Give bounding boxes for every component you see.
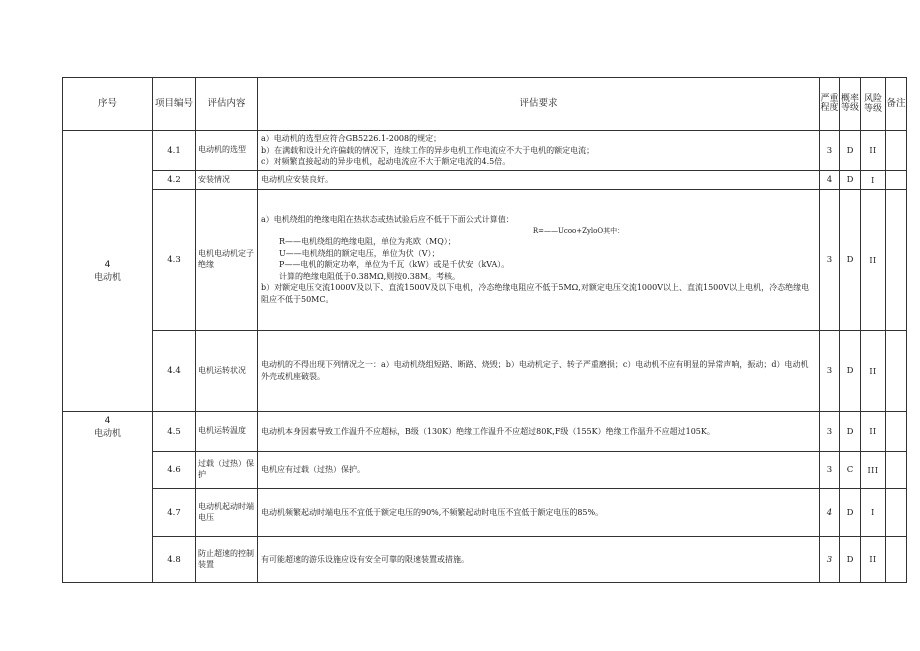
- remark-cell: [886, 171, 907, 190]
- requirement-line: 电动机频繁起动时端电压不宜低于额定电压的90%,不频繁起动时电压不宜低于额定电压的85%。: [261, 507, 604, 517]
- item-requirement: [258, 131, 820, 171]
- requirement-line: b）在满载和设计允许偏载的情况下，连续工作的异步电机工作电流应不大于电机的额定电流；: [261, 145, 595, 155]
- item-content: 电机运转状况: [196, 331, 258, 412]
- header-severity: 严重程度: [820, 78, 840, 131]
- group-name: 电动机: [93, 272, 121, 283]
- item-content: 电动机的选型: [196, 131, 258, 171]
- item-code: 4.5: [153, 412, 196, 452]
- severity-value: 3: [820, 131, 840, 171]
- remark-cell: [886, 489, 907, 537]
- item-content: 过载（过热）保护: [196, 452, 258, 489]
- table-row: [63, 452, 907, 489]
- item-content: 电机电动机定子绝缘: [196, 190, 258, 331]
- item-requirement: [258, 489, 820, 537]
- table-row: [63, 190, 907, 331]
- requirement-line: b）对额定电压交流1000V及以下、直流1500V及以下电机，冷态绝缘电阻应不低于5MΩ,对额定电压交流1000V以上、直流1500V以上电机，冷态绝缘电阻应不低于50MC。: [261, 283, 810, 305]
- item-requirement: [258, 190, 820, 331]
- item-code: 4.6: [153, 452, 196, 489]
- item-content: 电机运转温度: [196, 412, 258, 452]
- risk-level: I: [861, 489, 886, 537]
- severity-value: 4: [820, 171, 840, 190]
- table-row: [63, 489, 907, 537]
- requirement-line: P——电机的额定功率，单位为千瓦（kW）或是千伏安（kVA）。: [279, 260, 510, 270]
- item-requirement: [258, 537, 820, 583]
- probability-value: D: [840, 190, 861, 331]
- remark-cell: [886, 412, 907, 452]
- remark-cell: [886, 537, 907, 583]
- table-row: [63, 131, 907, 171]
- remark-cell: [886, 131, 907, 171]
- header-requirement: 评估要求: [258, 78, 820, 131]
- probability-value: D: [840, 171, 861, 190]
- requirement-formula: R=——Ucoo+ZyloO其中：: [532, 226, 625, 235]
- risk-level: II: [861, 190, 886, 331]
- group-name: 电动机: [93, 429, 121, 439]
- item-requirement: [258, 171, 820, 190]
- item-requirement: [258, 412, 820, 452]
- group-number: 4: [104, 259, 111, 270]
- requirement-line: 电动机本身因素导致工作温升不应超标，B级（130K）绝缘工作温升不应超过80K,F级（155K）绝缘工作温升不应超过105K。: [261, 426, 715, 436]
- table-row: [63, 537, 907, 583]
- requirement-line: U——电机绕组的额定电压，单位为伏（V）；: [279, 248, 440, 258]
- probability-value: D: [840, 489, 861, 537]
- risk-level: I: [861, 171, 886, 190]
- probability-value: C: [840, 452, 861, 489]
- item-code: 4.1: [153, 131, 196, 171]
- table-row: [63, 171, 907, 190]
- item-code: 4.3: [153, 190, 196, 331]
- table-row: [63, 331, 907, 412]
- group-cell: [63, 412, 153, 583]
- probability-value: D: [840, 131, 861, 171]
- item-code: 4.4: [153, 331, 196, 412]
- risk-level: II: [861, 331, 886, 412]
- risk-level: II: [861, 537, 886, 583]
- remark-cell: [886, 331, 907, 412]
- item-requirement: [258, 331, 820, 412]
- severity-value: 3: [820, 190, 840, 331]
- item-content: 电动机起动时端电压: [196, 489, 258, 537]
- item-code: 4.2: [153, 171, 196, 190]
- requirement-line: 有可能超速的游乐设施应设有安全可靠的限速装置或措施。: [261, 554, 469, 564]
- requirement-line: 电机应有过载（过热）保护。: [261, 465, 365, 475]
- requirement-line: a）电动机的选型应符合GB5226.1-2008的规定；: [261, 134, 442, 144]
- risk-level: II: [861, 131, 886, 171]
- risk-level: III: [861, 452, 886, 489]
- remark-cell: [886, 190, 907, 331]
- header-seq: 序号: [63, 78, 153, 131]
- severity-value: 3: [820, 452, 840, 489]
- severity-value: 3: [820, 537, 840, 583]
- probability-value: D: [840, 537, 861, 583]
- item-code: 4.8: [153, 537, 196, 583]
- header-content: 评估内容: [196, 78, 258, 131]
- requirement-line: R——电机绕组的绝缘电阻，单位为兆欧（MQ）；: [279, 237, 456, 247]
- requirement-line: 计算的绝缘电阻低于0.38MΩ,则按0.38M。考核。: [279, 271, 461, 281]
- header-risk: 风险等级: [861, 78, 886, 131]
- item-content: 安装情况: [196, 171, 258, 190]
- item-code: 4.7: [153, 489, 196, 537]
- probability-value: D: [840, 412, 861, 452]
- risk-level: II: [861, 412, 886, 452]
- item-requirement: [258, 452, 820, 489]
- evaluation-table: [62, 77, 907, 583]
- header-remark: 备注: [886, 78, 907, 131]
- requirement-line: a）电机绕组的绝缘电阻在热状态或热试验后应不低于下面公式计算值：: [261, 215, 514, 225]
- remark-cell: [886, 452, 907, 489]
- severity-value: 4: [820, 489, 840, 537]
- header-code: 项目编号: [153, 78, 196, 131]
- group-number: 4: [104, 416, 111, 426]
- probability-value: D: [840, 331, 861, 412]
- header-probability: 概率等级: [840, 78, 861, 131]
- item-content: 防止超速的控制装置: [196, 537, 258, 583]
- group-cell: [63, 131, 153, 412]
- table-row: [63, 412, 907, 452]
- severity-value: 3: [820, 331, 840, 412]
- header-row: [63, 78, 907, 131]
- requirement-line: 电动机应安装良好。: [261, 175, 333, 185]
- requirement-line: c）对频繁直接起动的异步电机，起动电流应不大于额定电流的4.5倍。: [261, 157, 511, 167]
- severity-value: 3: [820, 412, 840, 452]
- requirement-line: 电动机的不得出现下列情况之一：a）电动机绕组短路、断路、烧毁；b）电动机定子、转子严重磨损；c）电动机不应有明显的异常声响，振动；d）电动机外壳或机座破裂。: [261, 360, 809, 381]
